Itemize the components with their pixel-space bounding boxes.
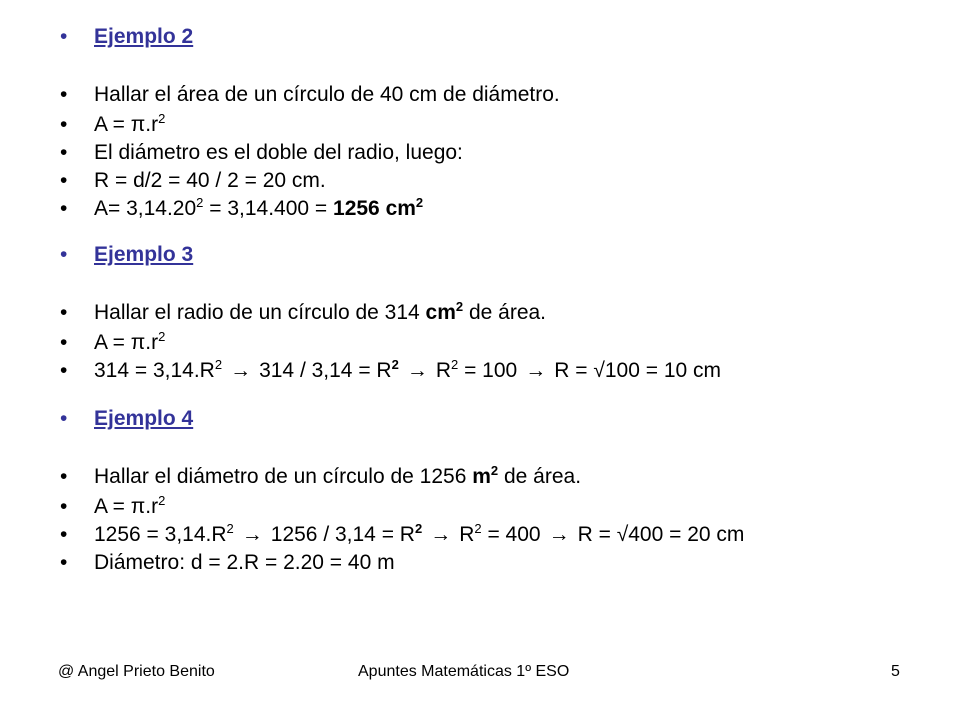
- bullet: •: [60, 465, 68, 488]
- ej4-diameter: Diámetro: d = 2.R = 2.20 = 40 m: [94, 551, 395, 574]
- ej2-statement: Hallar el área de un círculo de 40 cm de diámetro.: [94, 83, 560, 106]
- ej3-solution: $314 = 3,14.R^2 \to 314 / 3,14 = R^2 \to R^2 = 100 \to R = √100 = 10$ cm: [94, 357, 721, 382]
- ej4-statement: Hallar el diámetro de un círculo de 1256 $m^2$ de área.: [94, 463, 582, 488]
- arrow-icon: →: [241, 523, 263, 546]
- bullet: •: [60, 25, 68, 48]
- ej2-formula: $A = \pi.r^2$: [94, 111, 166, 136]
- footer-title: Apuntes Matemáticas 1º ESO: [358, 663, 570, 680]
- bullet: •: [60, 495, 68, 518]
- arrow-icon: →: [430, 523, 452, 546]
- ej3-formula: $A = \pi.r^2$: [94, 329, 166, 354]
- ej4-formula: $A = \pi.r^2$: [94, 493, 166, 518]
- heading-ejemplo-4: Ejemplo 4: [94, 407, 194, 430]
- bullet: •: [60, 243, 68, 266]
- footer-page-number: 5: [891, 663, 900, 680]
- ej2-step-1: El diámetro es el doble del radio, luego:: [94, 141, 463, 164]
- ej2-result: $A= 3,14.20^2 = 3,14.400 = 1256$ $cm^2$: [94, 195, 424, 220]
- arrow-icon: →: [548, 523, 570, 546]
- ej4-solution: $1256 = 3,14.R^2 \to 1256 / 3,14 = R^2 \to R^2 = 400 \to R = √400 = 20$ cm: [94, 521, 745, 546]
- bullet: •: [60, 113, 68, 136]
- ej3-statement: Hallar el radio de un círculo de 314 $cm^2$ de área.: [94, 299, 547, 324]
- arrow-icon: →: [230, 359, 252, 382]
- bullet: •: [60, 331, 68, 354]
- bullet: •: [60, 407, 68, 430]
- heading-ejemplo-2: Ejemplo 2: [94, 25, 194, 48]
- bullet: •: [60, 141, 68, 164]
- bullet: •: [60, 197, 68, 220]
- footer-author: @ Angel Prieto Benito: [58, 663, 215, 680]
- ej2-step-2: R = d/2 = 40 / 2 = 20 cm.: [94, 169, 326, 192]
- bullet: •: [60, 359, 68, 382]
- bullet: •: [60, 169, 68, 192]
- bullet: •: [60, 523, 68, 546]
- heading-ejemplo-3: Ejemplo 3: [94, 243, 194, 266]
- bullet: •: [60, 301, 68, 324]
- arrow-icon: →: [406, 359, 428, 382]
- arrow-icon: →: [525, 359, 547, 382]
- bullet: •: [60, 83, 68, 106]
- bullet: •: [60, 551, 68, 574]
